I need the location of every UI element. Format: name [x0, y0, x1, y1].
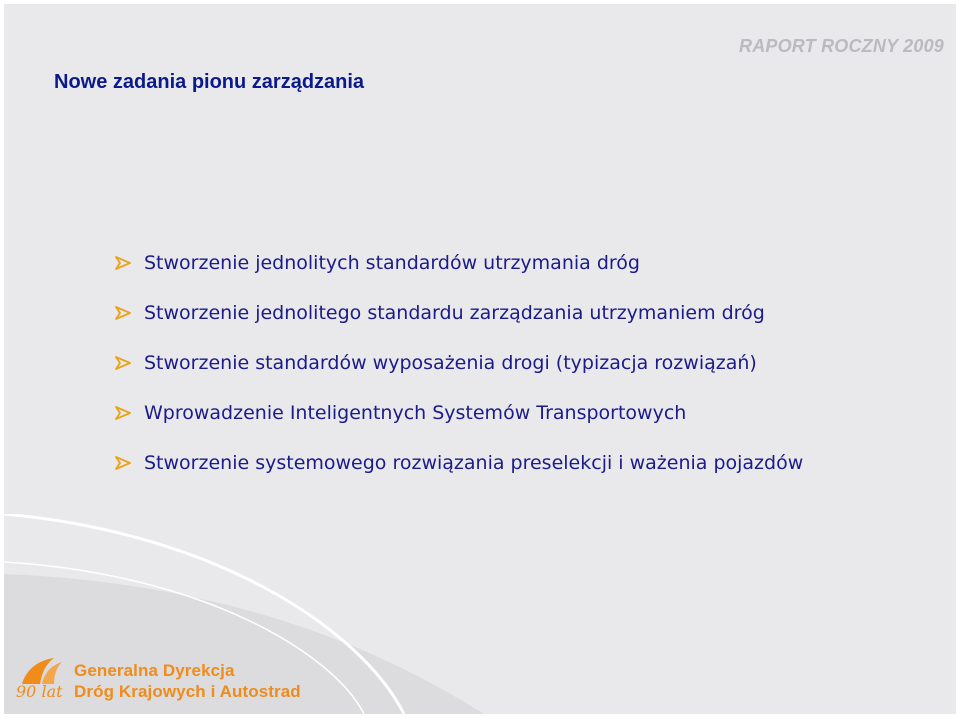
bullet-text: Stworzenie jednolitego standardu zarządzania utrzymaniem dróg: [144, 302, 765, 324]
arrow-bullet-icon: [114, 356, 132, 370]
list-item: [114, 351, 803, 375]
slide: [4, 4, 956, 714]
emblem-label: 90 lat: [16, 682, 63, 701]
bullet-list: [114, 251, 803, 501]
bullet-text: Stworzenie systemowego rozwiązania preselekcji i ważenia pojazdów: [144, 452, 804, 474]
arrow-bullet-icon: [114, 256, 132, 270]
logo-text: [74, 660, 301, 702]
logo-line-1: Generalna Dyrekcja: [74, 661, 235, 680]
logo-line-2: Dróg Krajowych i Autostrad: [74, 682, 301, 701]
list-item: [114, 401, 803, 425]
bullet-text: Wprowadzenie Inteligentnych Systemów Transportowych: [144, 402, 687, 424]
bullet-text: Stworzenie jednolitych standardów utrzymania dróg: [144, 252, 640, 274]
bullet-text: Stworzenie standardów wyposażenia drogi (typizacja rozwiązań): [144, 352, 757, 374]
list-item: [114, 301, 803, 325]
report-label: RAPORT ROCZNY 2009: [739, 36, 944, 56]
arrow-bullet-icon: [114, 406, 132, 420]
arrow-bullet-icon: [114, 456, 132, 470]
arrow-bullet-icon: [114, 306, 132, 320]
page-title: Nowe zadania pionu zarządzania: [54, 71, 365, 93]
gddkia-logo: [16, 656, 316, 708]
list-item: [114, 251, 803, 275]
list-item: [114, 451, 803, 475]
